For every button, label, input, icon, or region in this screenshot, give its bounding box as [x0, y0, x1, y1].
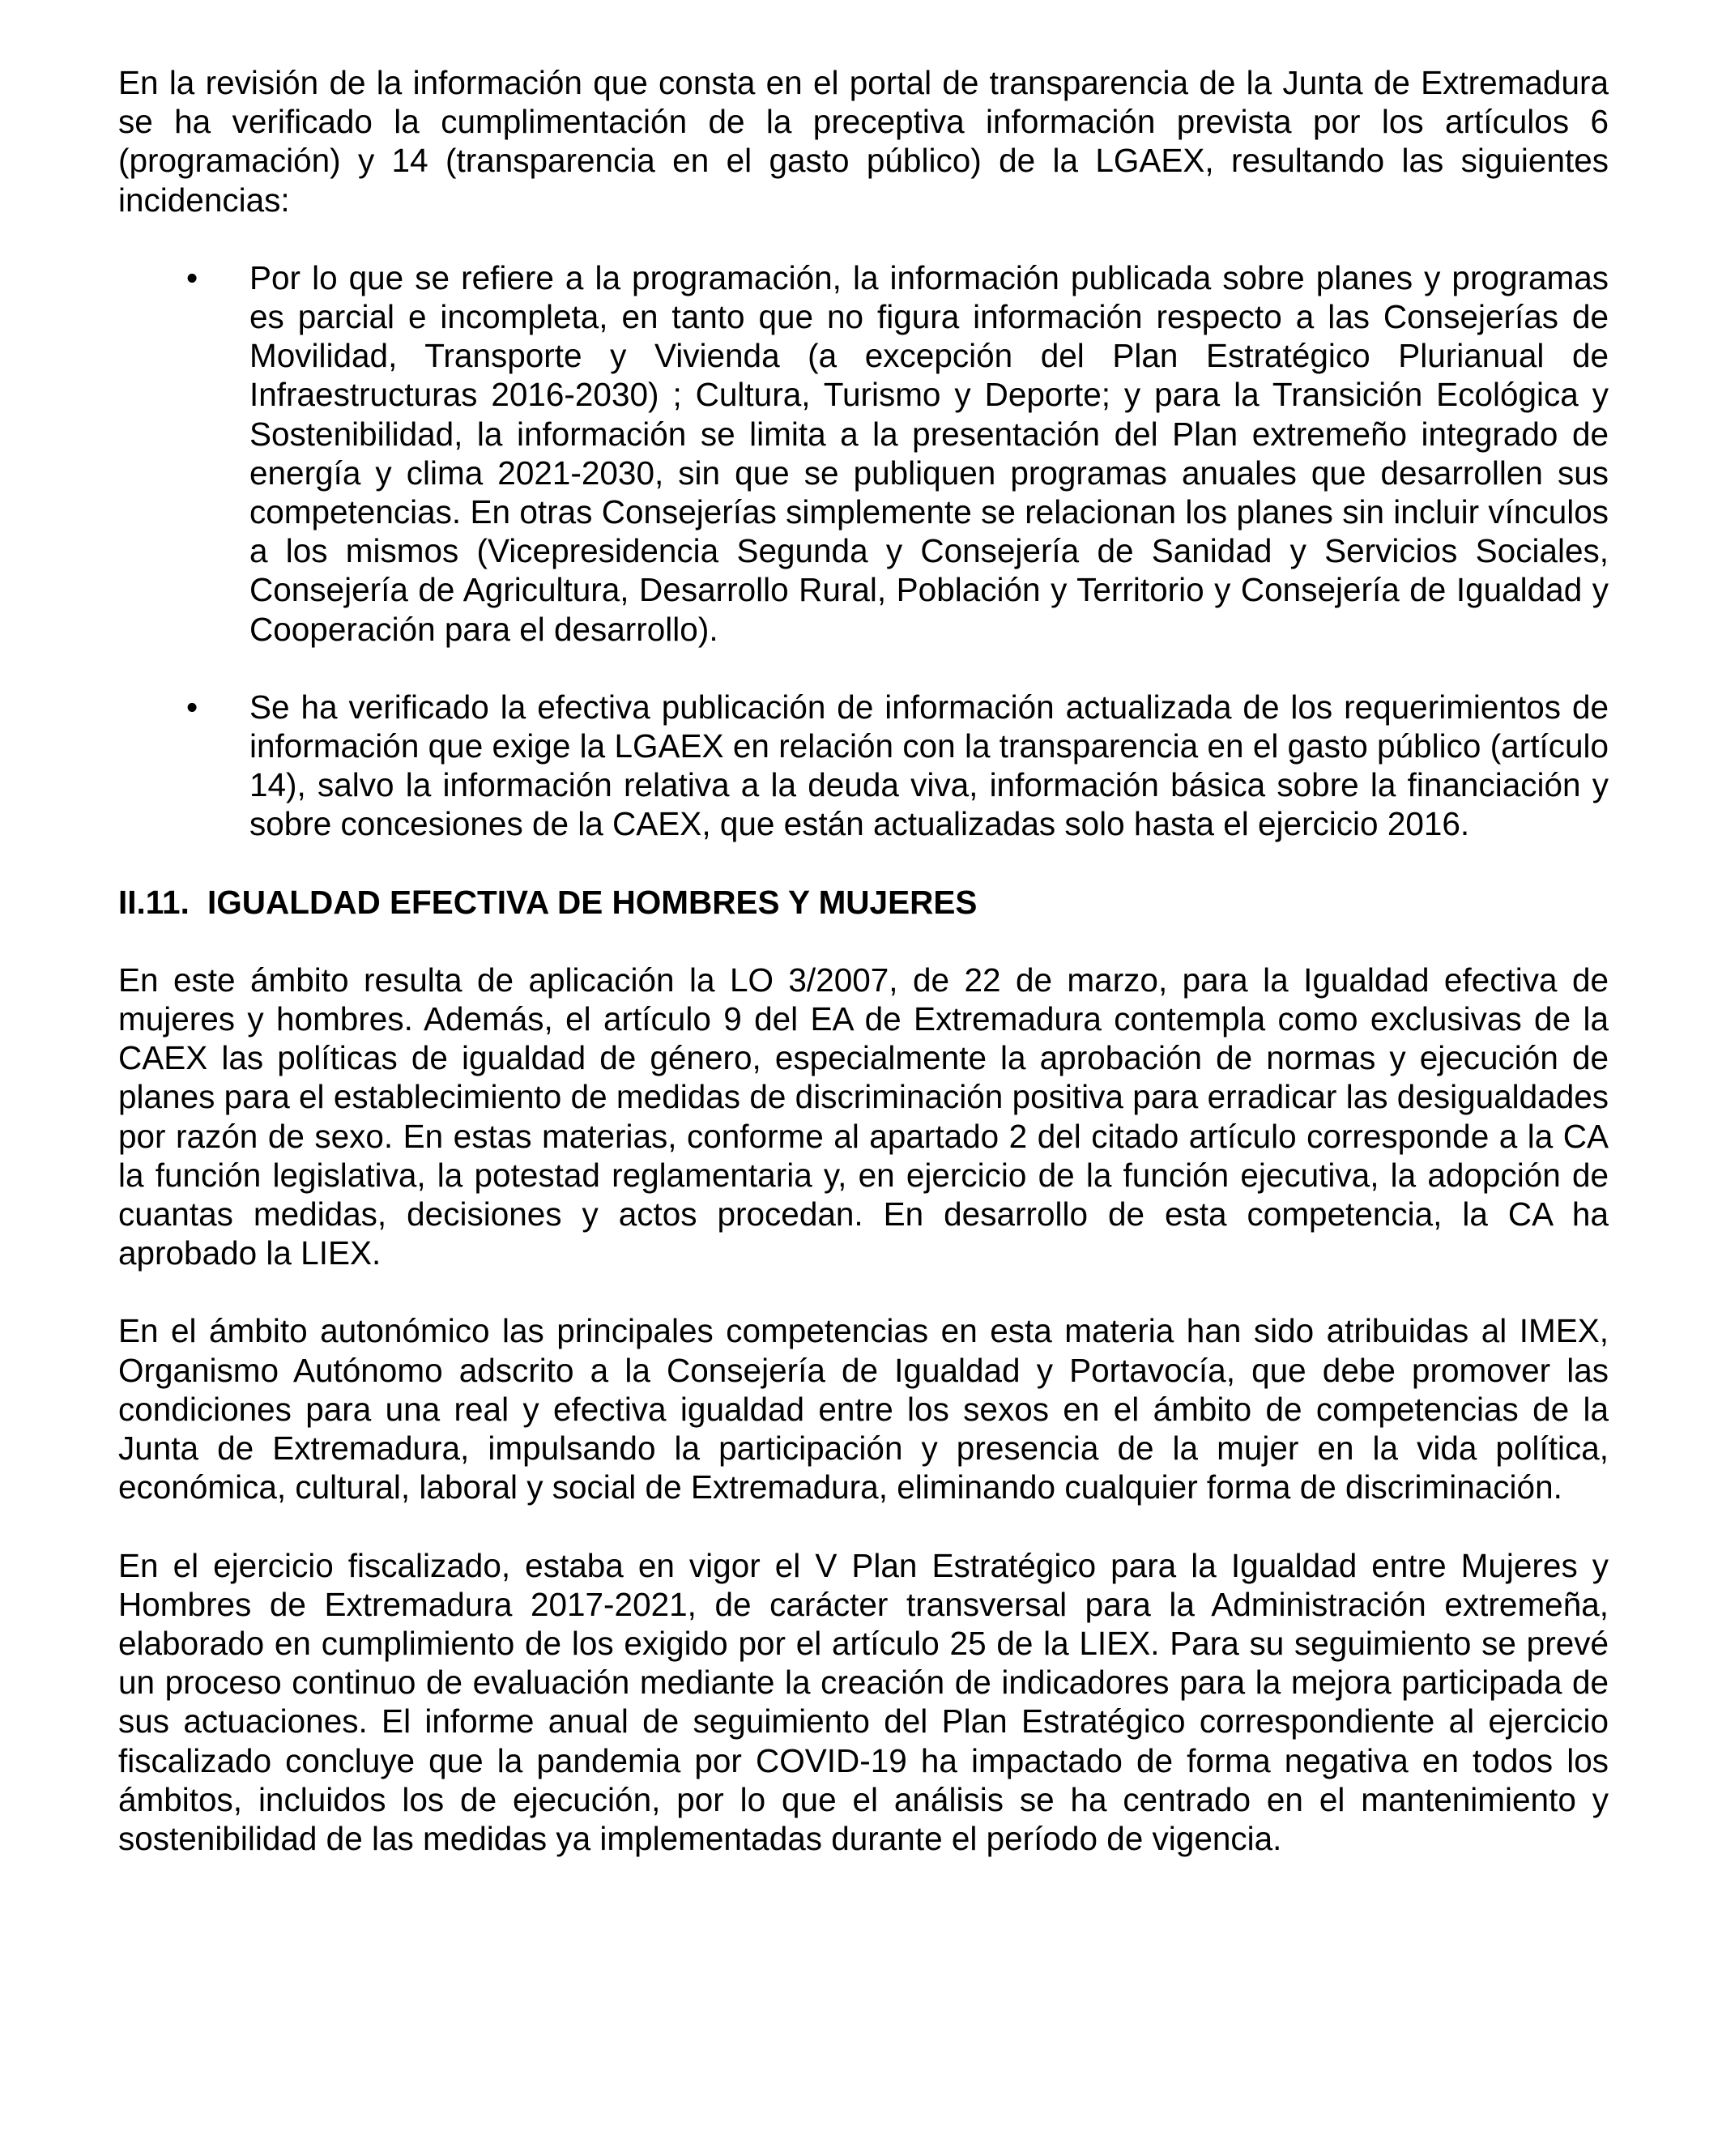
body-paragraph: En este ámbito resulta de aplicación la LO 3/2007, de 22 de marzo, para la Igualdad efectiva de mujeres y hombres. Además, el artículo 9 del EA de Extremadura contempla como exclusivas de la CAEX las políticas de igualdad de género, especialmente la aprobación de normas y ejecución de planes para el establecimiento de medidas de discriminación positiva para erradicar las desigualdades por razón de sexo. En estas materias, conforme al apartado 2 del citado artículo corresponde a la CA la función legislativa, la potestad reglamentaria y, en ejercicio de la función ejecutiva, la adopción de cuantas medidas, decisiones y actos procedan. En desarrollo de esta competencia, la CA ha aprobado la LIEX.: [118, 961, 1609, 1272]
bullet-icon: •: [186, 688, 198, 726]
intro-paragraph: En la revisión de la información que consta en el portal de transparencia de la Junta de Extremadura se ha verificado la cumplimentación de la preceptiva información prevista por los artículos 6 (programación) y 14 (transparencia en el gasto público) de la LGAEX, resultando las siguientes incidencias:: [118, 64, 1609, 219]
list-item-text: Se ha verificado la efectiva publicación de información actualizada de los requerimientos de información que exige la LGAEX en relación con la transparencia en el gasto público (artículo 14), salvo la información relativa a la deuda viva, información básica sobre la financiación y sobre concesiones de la CAEX, que están actualizadas solo hasta el ejercicio 2016.: [249, 688, 1609, 843]
section-heading: [118, 883, 1609, 922]
list-item: [118, 688, 1609, 844]
section-title: IGUALDAD EFECTIVA DE HOMBRES Y MUJERES: [207, 883, 978, 921]
incidents-list: [118, 258, 1609, 844]
section-number: II.11.: [118, 883, 190, 921]
list-item-text: Por lo que se refiere a la programación, la información publicada sobre planes y programas es parcial e incompleta, en tanto que no figura información respecto a las Consejerías de Movilidad, Transporte y Vivienda (a excepción del Plan Estratégico Plurianual de Infraestructuras 2016-2030) ; Cultura, Turismo y Deporte; y para la Transición Ecológica y Sostenibilidad, la información se limita a la presentación del Plan extremeño integrado de energía y clima 2021-2030, sin que se publiquen programas anuales que desarrollen sus competencias. En otras Consejerías simplemente se relacionan los planes sin incluir vínculos a los mismos (Vicepresidencia Segunda y Consejería de Sanidad y Servicios Sociales, Consejería de Agricultura, Desarrollo Rural, Población y Territorio y Consejería de Igualdad y Cooperación para el desarrollo).: [249, 258, 1609, 648]
body-paragraph: En el ámbito autonómico las principales competencias en esta materia han sido atribuidas al IMEX, Organismo Autónomo adscrito a la Consejería de Igualdad y Portavocía, que debe promover las condiciones para una real y efectiva igualdad entre los sexos en el ámbito de competencias de la Junta de Extremadura, impulsando la participación y presencia de la mujer en la vida política, económica, cultural, laboral y social de Extremadura, eliminando cualquier forma de discriminación.: [118, 1312, 1609, 1506]
body-paragraph: En el ejercicio fiscalizado, estaba en vigor el V Plan Estratégico para la Igualdad entre Mujeres y Hombres de Extremadura 2017-2021, de carácter transversal para la Administración extremeña, elaborado en cumplimiento de los exigido por el artículo 25 de la LIEX. Para su seguimiento se prevé un proceso continuo de evaluación mediante la creación de indicadores para la mejora participada de sus actuaciones. El informe anual de seguimiento del Plan Estratégico correspondiente al ejercicio fiscalizado concluye que la pandemia por COVID-19 ha impactado de forma negativa en todos los ámbitos, incluidos los de ejecución, por lo que el análisis se ha centrado en el mantenimiento y sostenibilidad de las medidas ya implementadas durante el período de vigencia.: [118, 1546, 1609, 1857]
list-item: [118, 258, 1609, 649]
bullet-icon: •: [186, 258, 198, 296]
document-page: [118, 63, 1609, 1858]
